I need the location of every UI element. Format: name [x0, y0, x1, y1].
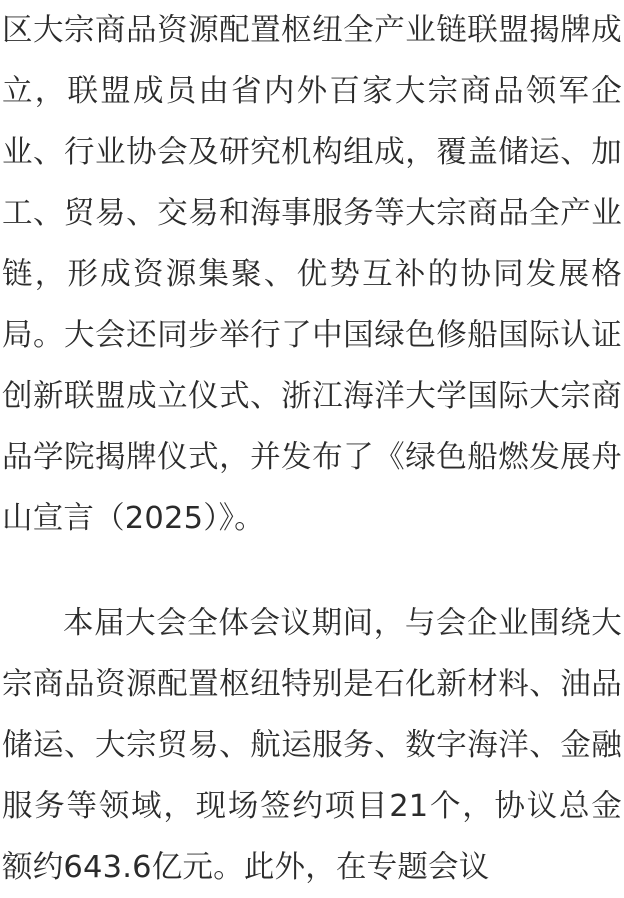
paragraph-2: 本届大会全体会议期间，与会企业围绕大宗商品资源配置枢纽特别是石化新材料、油品储运、大宗贸易、航运服务、数字海洋、金融服务等领域，现场签约项目21个，协议总金额约643.6亿元。此外，在专题会议 — [2, 606, 622, 885]
paragraph-1: 区大宗商品资源配置枢纽全产业链联盟揭牌成立，联盟成员由省内外百家大宗商品领军企业、行业协会及研究机构组成，覆盖储运、加工、贸易、交易和海事服务等大宗商品全产业链，形成资源集聚、优势互补的协同发展格局。大会还同步举行了中国绿色修船国际认证创新联盟成立仪式、浙江海洋大学国际大宗商品学院揭牌仪式，并发布了《绿色船燃发展舟山宣言（2025）》。 — [2, 13, 622, 536]
paragraph-spacer — [2, 549, 622, 593]
